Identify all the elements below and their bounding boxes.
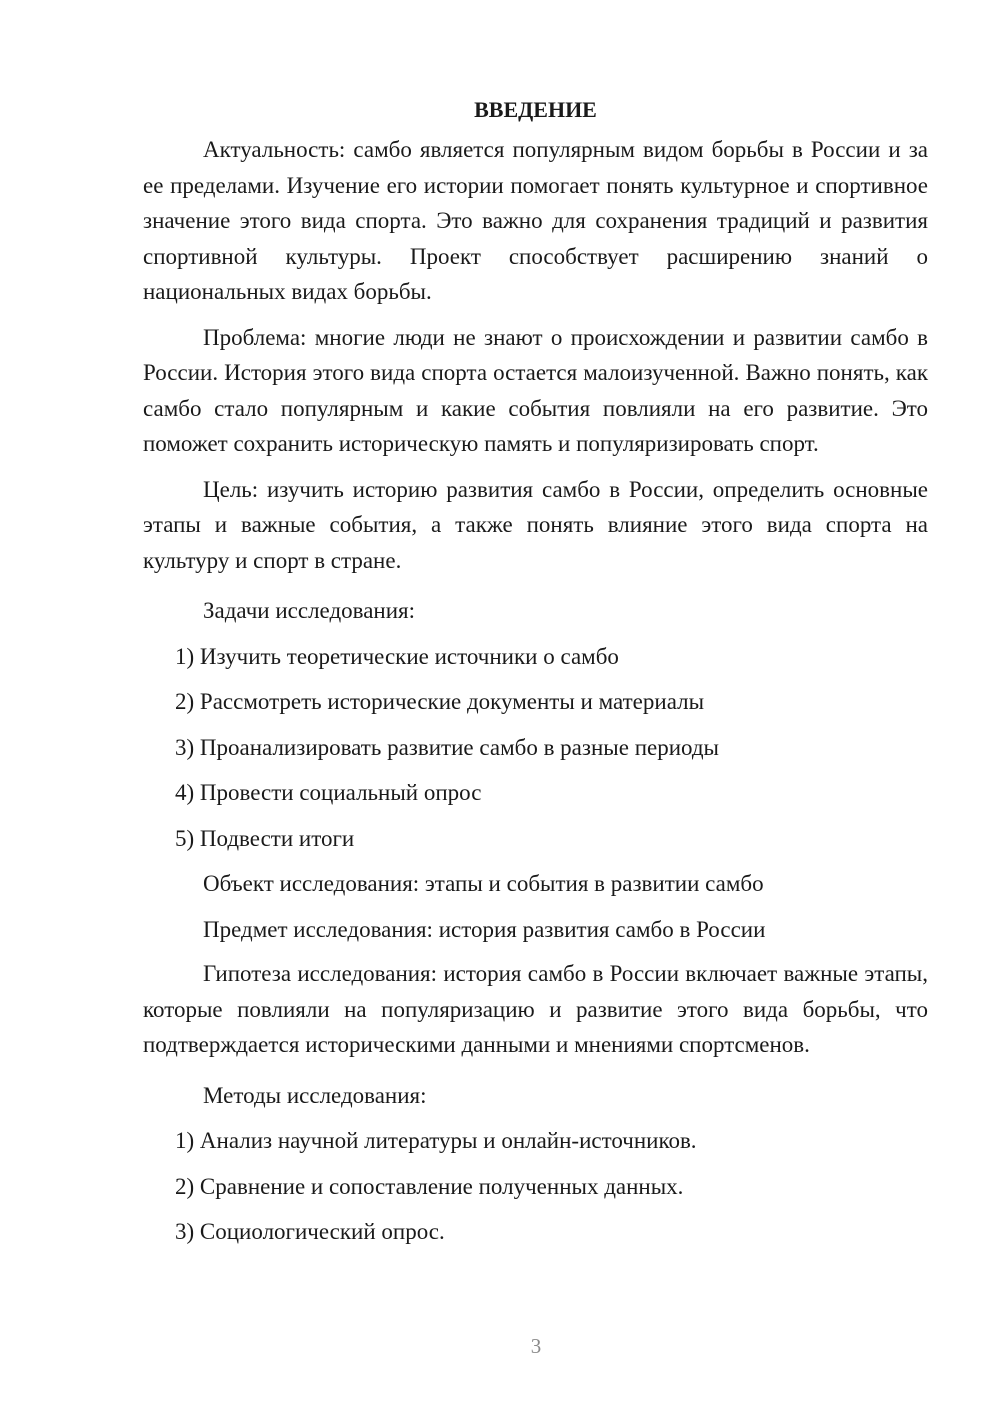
research-subject: Предмет исследования: история развития самбо в России [203,916,766,942]
page-title: ВВЕДЕНИЕ [474,97,597,122]
method-item: 1) Анализ научной литературы и онлайн-источников. [175,1128,697,1153]
research-object: Объект исследования: этапы и события в развитии самбо [203,871,764,896]
problem-paragraph: Проблема: многие люди не знают о происхождении и развитии самбо в России. История этого вида спорта остается малоизученной. Важно понять, как самбо стало популярным и какие события повлияли на его развитие. Это поможет сохранить историческую память и популяризировать спорт. [143,324,928,456]
task-item: 2) Рассмотреть исторические документы и материалы [175,689,705,714]
task-item: 4) Провести социальный опрос [175,780,482,805]
hypothesis-paragraph: Гипотеза исследования: история самбо в России включает важные этапы, которые повлияли на популяризацию и развитие этого вида борьбы, что подтверждается историческими данными и мнениями спортсменов. [143,961,928,1057]
method-item: 3) Социологический опрос. [175,1219,445,1244]
tasks-label: Задачи исследования: [203,598,416,623]
page-number: 3 [530,1334,542,1358]
task-item: 1) Изучить теоретические источники о самбо [175,643,619,669]
relevance-paragraph: Актуальность: самбо является популярным видом борьбы в России и за ее пределами. Изучение его истории помогает понять культурное и спортивное значение этого вида спорта. Это важно для сохранения традиций и развития спортивной культуры. Проект способствует расширению знаний о национальных видах борьбы. [143,137,928,304]
method-item: 2) Сравнение и сопоставление полученных данных. [175,1173,684,1199]
task-item: 3) Проанализировать развитие самбо в разные периоды [175,734,720,760]
document-page [143,92,928,1255]
methods-label: Методы исследования: [203,1082,427,1108]
task-item: 5) Подвести итоги [175,825,355,851]
goal-paragraph: Цель: изучить историю развития самбо в России, определить основные этапы и важные события, а также понять влияние этого вида спорта на культуру и спорт в стране. [143,476,928,573]
